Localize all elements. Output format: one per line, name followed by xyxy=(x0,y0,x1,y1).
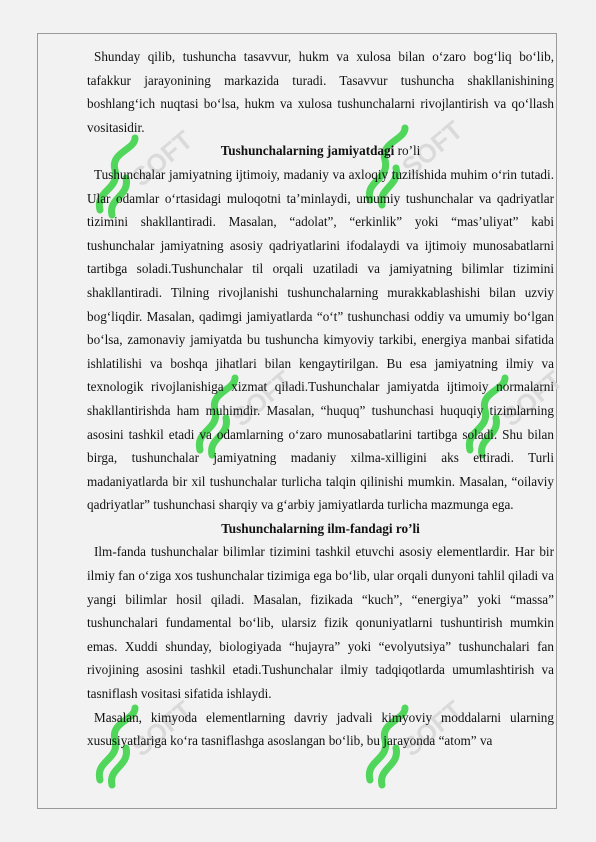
svg-text:SOFT: SOFT xyxy=(396,694,460,763)
paragraph-chemistry: Masalan, kimyoda elementlarning davriy jadvali kimyoviy moddalarni ularning xususiyatlariga ko‘ra tasniflashga asoslangan bo‘lib, bu jarayonda “atom” va xyxy=(87,709,554,749)
svg-text:SOFT: SOFT xyxy=(496,364,560,433)
heading-normal-part: ro’li xyxy=(394,143,421,159)
paragraph-society: Tushunchalar jamiyatning ijtimoiy, madaniy va axloqiy tuzilishida muhim o‘rin tutadi. Ular odamlar o‘rtasidagi muloqotni ta’minlaydi, umumiy tushunchalar va qadriyatlar tizimini shakllantiradi. Masalan, “adolat”, “erkinlik” yoki “mas’uliyat” kabi tushunchalar jamiyatning asosiy qadriyatlarini ifodalaydi va ijtimoiy munosabatlarni tartibga soladi.Tushunchalar til orqali uzatiladi va jamiyatning bilimlar tizimini shakllantiradi. Tilning rivojlanishi tushunchalarning murakkablashishi bilan uzviy bog‘liqdir. Masalan, qadimgi jamiyatlarda “o‘t” tushunchasi oddiy va umumiy bo‘lgan bo‘lsa, zamonaviy jamiyatda bu tushuncha kimyoviy tarkibi, energiya manbai sifatida ishlatilishi va boshqa jihatlari bilan kengaytirilgan. Bu esa jamiyatning ilmiy va texnologik rivojlanishiga xizmat qiladi.Tushunchalar jamiyatda ijtimoiy normalarni shakllantirishda ham muhimdir. Masalan, “huquq” tushunchasi huquqiy tizimlarning asosini tashkil etadi va odamlarning o‘zaro munosabatlarini tartibga soladi. Shu bilan birga, tushunchalar jamiyatning madaniy xilma-xilligini aks ettiradi. Turli madaniyatlarda bir xil tushunchalar turlicha talqin qilinishi mumkin. Masalan, “oilaviy qadriyatlar” tushunchasi sharqiy va g‘arbiy jamiyatlarda turlicha mazmunga ega. xyxy=(87,166,554,513)
svg-text:SOFT: SOFT xyxy=(126,124,190,193)
svg-text:SOFT: SOFT xyxy=(126,694,190,763)
paragraph-intro: Shunday qilib, tushuncha tasavvur, hukm va xulosa bilan o‘zaro bog‘liq bo‘lib, tafakkur jarayonining markazida turadi. Tasavvur tushuncha shakllanishining boshlang‘ich nuqtasi bo‘lsa, hukm va xulosa tushunchalarni rivojlantirish va qo‘llash vositasidir. xyxy=(87,49,554,135)
heading-bold-part: Tushunchalarning jamiyatdagi xyxy=(220,143,395,159)
paragraph-science: Ilm-fanda tushunchalar bilimlar tizimini tashkil etuvchi asosiy elementlardir. Har bir ilmiy fan o‘ziga xos tushunchalar tizimiga ega bo‘lib, ular orqali dunyoni tahlil qiladi va yangi bilimlar hosil qiladi. Masalan, fizikada “kuch”, “energiya” yoki “massa” tushunchalari fundamental bo‘lib, ularsiz fizik qonuniyatlarni tushuntirish mumkin emas. Xuddi shunday, biologiyada “hujayra” yoki “evolyutsiya” tushunchalari fan rivojining asosini tashkil etadi.Tushunchalar ilmiy tadqiqotlarda umumlashtirish va tasniflash vositasi sifatida ishlaydi. xyxy=(87,544,554,702)
svg-text:SOFT: SOFT xyxy=(226,364,290,433)
section-heading-society xyxy=(87,139,554,163)
document-body xyxy=(87,45,554,753)
section-heading-science: Tushunchalarning ilm-fandagi ro’li xyxy=(221,520,420,536)
svg-text:SOFT: SOFT xyxy=(396,114,460,183)
